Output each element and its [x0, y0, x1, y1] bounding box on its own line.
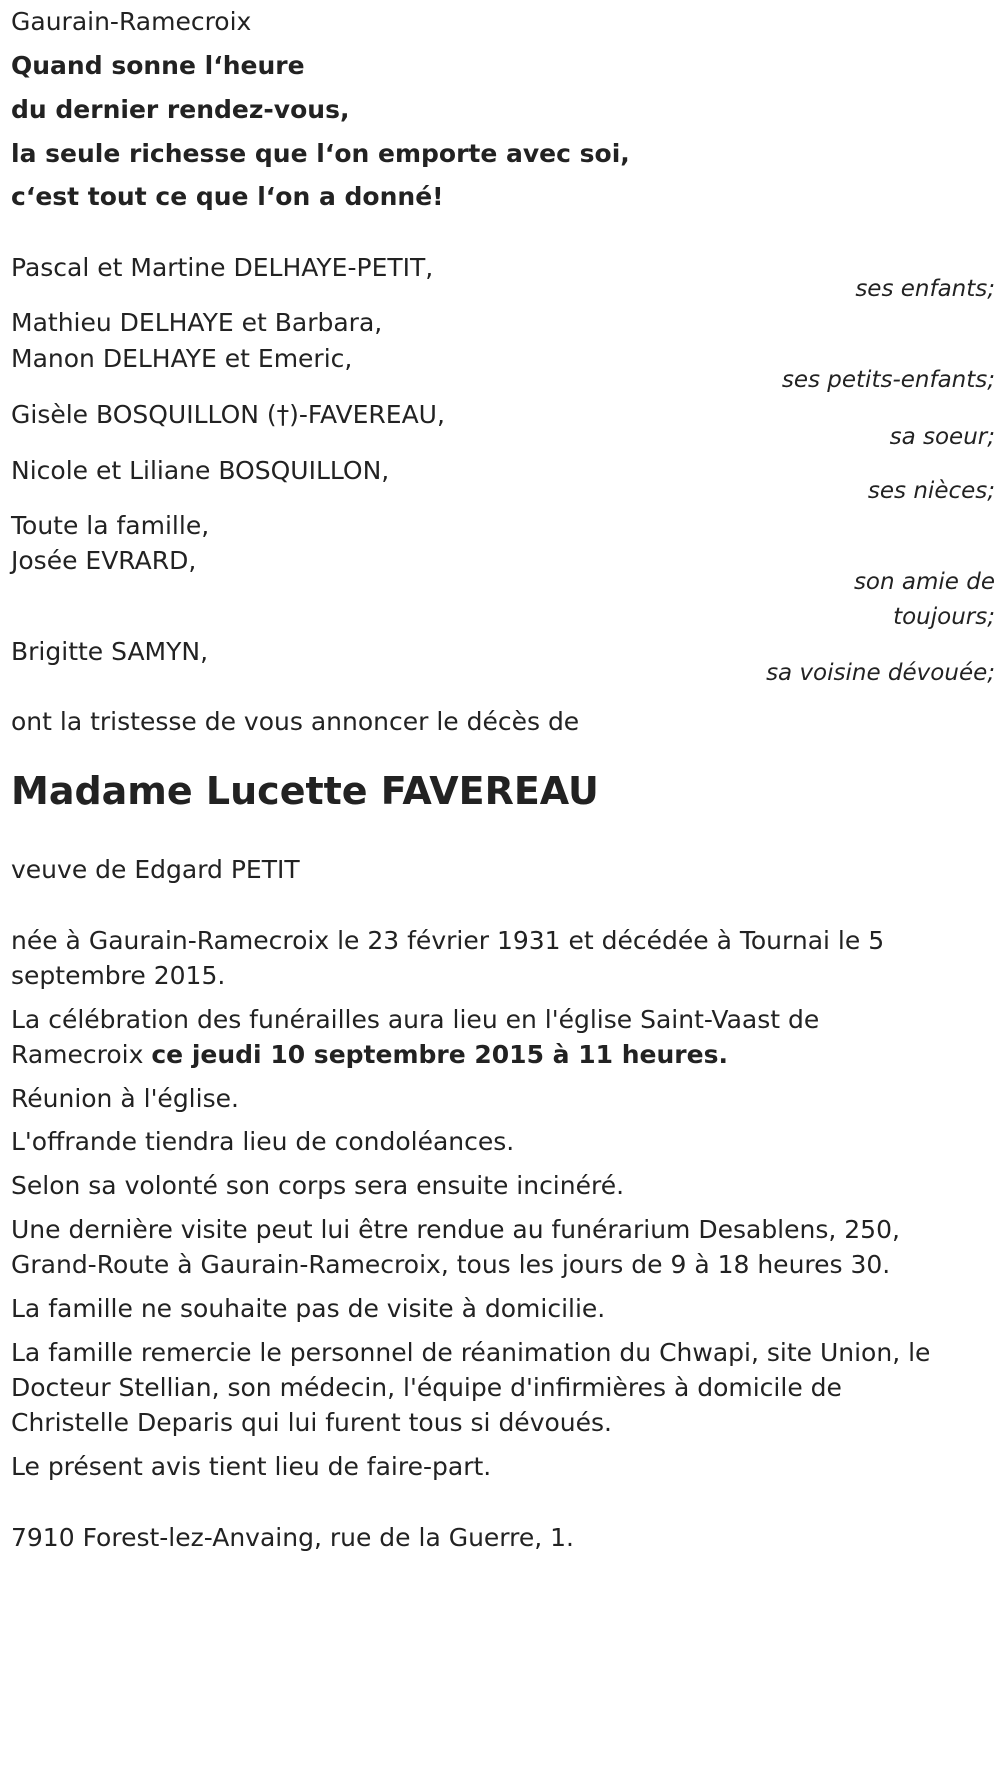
- family-name: Pascal et Martine DELHAYE-PETIT,: [11, 253, 434, 282]
- offering-text: L'offrande tiendra lieu de condoléances.: [11, 1127, 515, 1156]
- faire-part-text: Le présent avis tient lieu de faire-part.: [11, 1452, 492, 1481]
- poem-line: c‘est tout ce que l‘on a donné!: [11, 182, 444, 211]
- family-name: Manon DELHAYE et Emeric,: [11, 344, 353, 373]
- thanks-line: La famille remercie le personnel de réanimation du Chwapi, site Union, le: [11, 1338, 931, 1367]
- family-name: Brigitte SAMYN,: [11, 637, 209, 666]
- ceremony-date: ce jeudi 10 septembre 2015 à 11 heures.: [151, 1040, 728, 1069]
- ceremony-place: Ramecroix: [11, 1040, 152, 1069]
- family-name: Josée EVRARD,: [11, 546, 197, 575]
- birth-death-line: née à Gaurain-Ramecroix le 23 février 1931 et décédée à Tournai le 5: [11, 926, 885, 955]
- ceremony-line: [11, 1035, 728, 1075]
- no-home-visit: La famille ne souhaite pas de visite à domicilie.: [11, 1294, 606, 1323]
- thanks-line: Christelle Deparis qui lui furent tous si dévoués.: [11, 1408, 612, 1437]
- family-name: Toute la famille,: [11, 511, 210, 540]
- family-relation: son amie de: [853, 569, 995, 595]
- family-relation: ses petits-enfants;: [781, 367, 995, 393]
- family-name: Nicole et Liliane BOSQUILLON,: [11, 456, 390, 485]
- family-relation: ses nièces;: [867, 478, 995, 504]
- announcement-text: ont la tristesse de vous annoncer le décès de: [11, 707, 580, 736]
- deceased-name: Madame Lucette FAVEREAU: [11, 769, 599, 813]
- poem-line: la seule richesse que l‘on emporte avec soi,: [11, 139, 630, 168]
- cremation-text: Selon sa volonté son corps sera ensuite incinéré.: [11, 1171, 625, 1200]
- header-city: Gaurain-Ramecroix: [11, 7, 252, 36]
- family-relation: sa voisine dévouée;: [766, 660, 995, 686]
- thanks-line: Docteur Stellian, son médecin, l'équipe d'infirmières à domicile de: [11, 1373, 842, 1402]
- visit-line: Grand-Route à Gaurain-Ramecroix, tous les jours de 9 à 18 heures 30.: [11, 1250, 891, 1279]
- widow-of: veuve de Edgard PETIT: [11, 855, 300, 884]
- family-name: Gisèle BOSQUILLON (†)-FAVEREAU,: [11, 400, 445, 429]
- meeting-text: Réunion à l'église.: [11, 1084, 239, 1113]
- poem-line: du dernier rendez-vous,: [11, 95, 350, 124]
- family-relation: ses enfants;: [855, 276, 995, 302]
- family-relation: toujours;: [893, 604, 995, 630]
- family-name: Mathieu DELHAYE et Barbara,: [11, 308, 383, 337]
- poem-line: Quand sonne l‘heure: [11, 51, 305, 80]
- ceremony-line: La célébration des funérailles aura lieu en l'église Saint-Vaast de: [11, 1005, 820, 1034]
- address: 7910 Forest-lez-Anvaing, rue de la Guerre, 1.: [11, 1523, 575, 1552]
- birth-death-line: septembre 2015.: [11, 961, 226, 990]
- visit-line: Une dernière visite peut lui être rendue au funérarium Desablens, 250,: [11, 1215, 900, 1244]
- family-relation: sa soeur;: [889, 424, 995, 450]
